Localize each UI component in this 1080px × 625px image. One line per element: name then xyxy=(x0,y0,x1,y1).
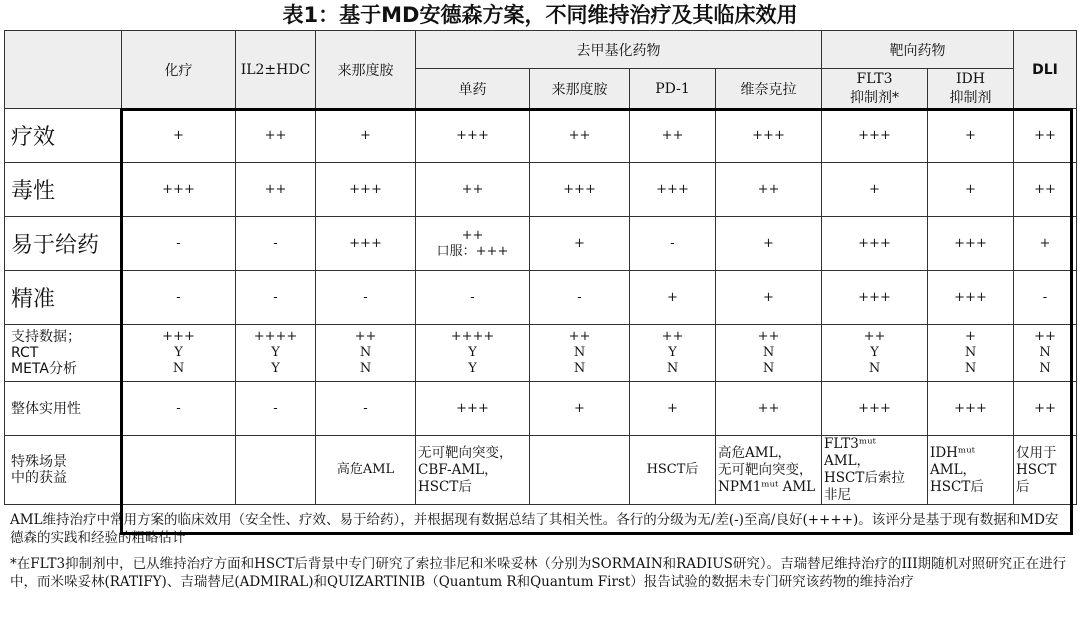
table-cell: ++ N N xyxy=(530,325,630,382)
table-cell: HSCT后 xyxy=(630,436,716,505)
table-cell: ++++ Y Y xyxy=(416,325,530,382)
table-wrapper xyxy=(4,30,1076,505)
row-label: 支持数据； RCT META分析 xyxy=(5,325,122,382)
table-cell: - xyxy=(236,271,316,325)
table-cell: 高危AML xyxy=(316,436,416,505)
table-row xyxy=(5,382,1077,436)
table-cell: 高危AML， 无可靶向突变， NPM1ᵐᵘᵗ AML xyxy=(716,436,822,505)
table-cell: - xyxy=(630,217,716,271)
table-cell: - xyxy=(236,382,316,436)
table-cell: ++ Y N xyxy=(822,325,928,382)
table-cell: + xyxy=(530,217,630,271)
table-cell: +++ xyxy=(316,217,416,271)
col-header-lenalidomide-2: 来那度胺 xyxy=(530,69,630,109)
row-label: 疗效 xyxy=(5,109,122,163)
table-cell: ++ xyxy=(1014,163,1077,217)
table-cell: + xyxy=(716,271,822,325)
footnote-2: *在FLT3抑制剂中，已从维持治疗方面和HSCT后背景中专门研究了索拉非尼和米哚妥林（分别为SORMAIN和RADIUS研究）。吉瑞替尼维持治疗的III期随机对照研究正在进行中，而米哚妥林(RATIFY)、吉瑞替尼(ADMIRAL)和QUIZARTINIB（Quantum R和Quantum First）报告试验的数据未专门研究该药物的维持治疗 xyxy=(10,556,1067,590)
table-cell: FLT3ᵐᵘᵗ AML， HSCT后索拉 非尼 xyxy=(822,436,928,505)
table-cell: +++ xyxy=(716,109,822,163)
table-cell: + xyxy=(716,217,822,271)
table-cell: ++ N N xyxy=(716,325,822,382)
table-cell: + xyxy=(630,271,716,325)
table-row xyxy=(5,325,1077,382)
table-cell: + xyxy=(316,109,416,163)
col-header-dli: DLI xyxy=(1014,31,1077,109)
table-cell: + xyxy=(928,163,1014,217)
table-body xyxy=(5,109,1077,505)
col-header-lenalidomide: 来那度胺 xyxy=(316,31,416,109)
table-cell: +++ xyxy=(928,382,1014,436)
table-cell: ++ xyxy=(1014,109,1077,163)
table-cell: ++ xyxy=(236,163,316,217)
table-cell: - xyxy=(122,271,236,325)
table-cell: ++ xyxy=(1014,382,1077,436)
table-cell: 仅用于 HSCT 后 xyxy=(1014,436,1077,505)
row-label: 毒性 xyxy=(5,163,122,217)
footnotes xyxy=(0,505,1080,591)
row-label: 整体实用性 xyxy=(5,382,122,436)
table-cell: + xyxy=(928,109,1014,163)
col-header-il2: IL2±HDC xyxy=(236,31,316,109)
table-row xyxy=(5,436,1077,505)
table-cell: + xyxy=(630,382,716,436)
table-cell: ++ xyxy=(236,109,316,163)
table-cell: ++ N N xyxy=(316,325,416,382)
table-cell: +++ xyxy=(822,271,928,325)
table-cell: - xyxy=(122,382,236,436)
table-cell: +++ xyxy=(122,163,236,217)
row-label: 精准 xyxy=(5,271,122,325)
col-header-venetoclax: 维奈克拉 xyxy=(716,69,822,109)
table-cell: ++ 口服：+++ xyxy=(416,217,530,271)
table-row xyxy=(5,217,1077,271)
table-cell: +++ xyxy=(822,217,928,271)
table-cell: - xyxy=(236,217,316,271)
table-cell: +++ Y N xyxy=(122,325,236,382)
col-header-idh: IDH 抑制剂 xyxy=(928,69,1014,109)
table-cell: ++ Y N xyxy=(630,325,716,382)
col-header-chemo: 化疗 xyxy=(122,31,236,109)
row-label: 易于给药 xyxy=(5,217,122,271)
table-cell xyxy=(530,436,630,505)
table-cell: 无可靶向突变， CBF-AML， HSCT后 xyxy=(416,436,530,505)
table-cell: +++ xyxy=(416,109,530,163)
table-cell: ++ xyxy=(416,163,530,217)
table-cell: ++ xyxy=(530,109,630,163)
footnote-1: AML维持治疗中常用方案的临床效用（安全性、疗效、易于给药），并根据现有数据总结了其相关性。各行的分级为无/差(-)至高/良好(++++)。该评分是基于现有数据和MD安德森的实践和经验的粗略估计 xyxy=(10,512,1059,546)
table-cell: - xyxy=(122,217,236,271)
table-cell: ++ xyxy=(716,163,822,217)
row-label: 特殊场景 中的获益 xyxy=(5,436,122,505)
table-row xyxy=(5,271,1077,325)
table-cell: +++ xyxy=(316,163,416,217)
table-cell: ++ xyxy=(630,109,716,163)
table-cell: - xyxy=(316,382,416,436)
table-cell: +++ xyxy=(416,382,530,436)
col-header-pd1: PD-1 xyxy=(630,69,716,109)
table-cell: - xyxy=(416,271,530,325)
table-cell: +++ xyxy=(530,163,630,217)
table-row xyxy=(5,163,1077,217)
table-cell: + xyxy=(1014,217,1077,271)
table-cell: ++ xyxy=(716,382,822,436)
table-cell: ++++ Y Y xyxy=(236,325,316,382)
table-cell: + xyxy=(530,382,630,436)
table-cell: + N N xyxy=(928,325,1014,382)
group-header-demethyl: 去甲基化药物 xyxy=(416,31,822,69)
table-cell: +++ xyxy=(630,163,716,217)
table-cell: + xyxy=(822,163,928,217)
col-header-mono: 单药 xyxy=(416,69,530,109)
efficacy-table xyxy=(4,30,1077,505)
table-cell: +++ xyxy=(822,109,928,163)
table-cell: ++ N N xyxy=(1014,325,1077,382)
table-cell: - xyxy=(530,271,630,325)
corner-header xyxy=(5,31,122,109)
table-cell: IDHᵐᵘᵗ AML， HSCT后 xyxy=(928,436,1014,505)
group-header-targeted: 靶向药物 xyxy=(822,31,1014,69)
table-cell: +++ xyxy=(928,271,1014,325)
table-row xyxy=(5,109,1077,163)
col-header-flt3: FLT3 抑制剂* xyxy=(822,69,928,109)
table-cell: + xyxy=(122,109,236,163)
table-cell xyxy=(122,436,236,505)
table-title: 表1：基于MD安德森方案，不同维持治疗及其临床效用 xyxy=(282,3,798,27)
table-cell: +++ xyxy=(928,217,1014,271)
table-cell: - xyxy=(1014,271,1077,325)
table-cell: +++ xyxy=(822,382,928,436)
table-cell xyxy=(236,436,316,505)
table-cell: - xyxy=(316,271,416,325)
